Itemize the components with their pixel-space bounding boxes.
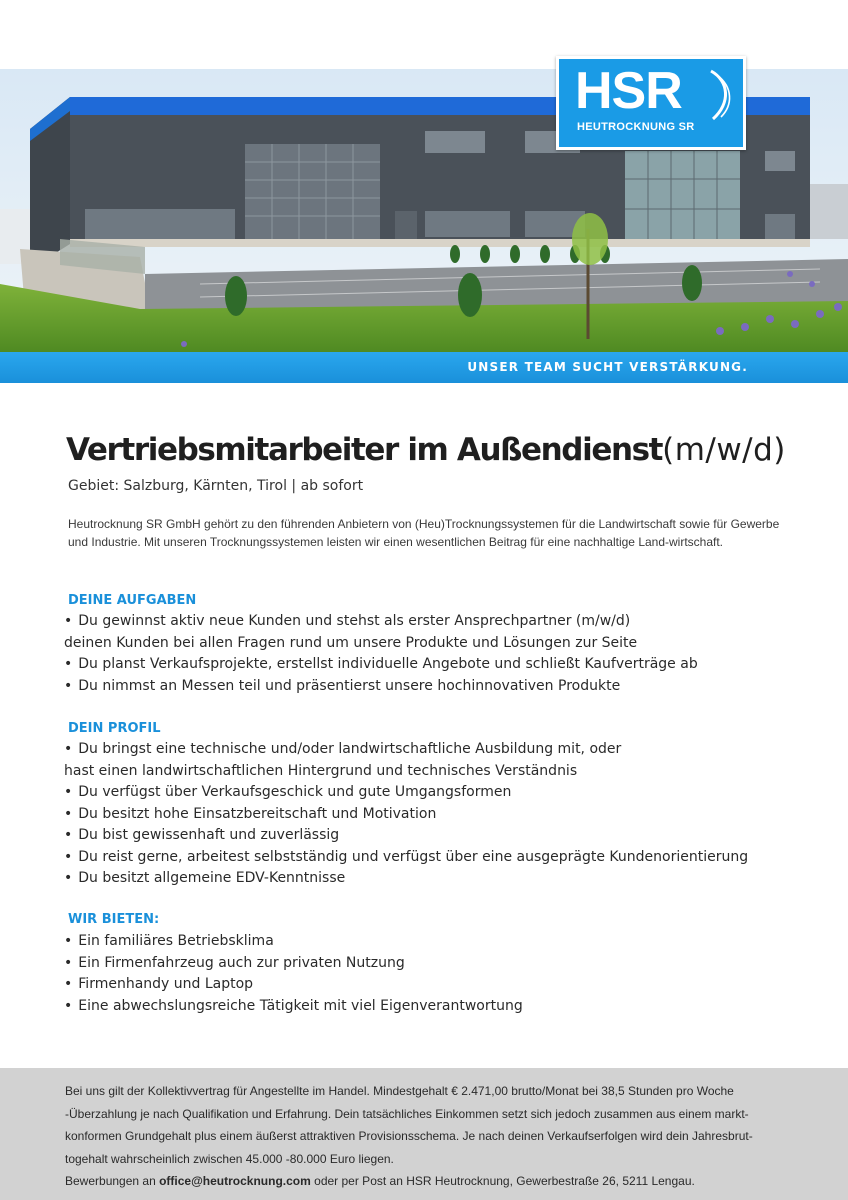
profil-list [64,739,804,890]
list-item: • Du verfügst über Verkaufsgeschick und gute Umgangsformen [64,782,804,804]
section-heading-bieten: WIR BIETEN: [68,912,160,927]
footer-text [65,1080,780,1193]
list-item: • Du reist gerne, arbeitest selbstständig und verfügst über eine ausgeprägte Kundenorientierung [64,847,804,869]
team-banner [0,352,848,383]
list-item: • Du bringst eine technische und/oder landwirtschaftliche Ausbildung mit, oder [64,739,804,761]
apply-suffix: oder per Post an HSR Heutrocknung, Gewerbestraße 26, 5211 Lengau. [314,1174,695,1188]
job-title-main: Vertriebsmitarbeiter im Außendienst [66,432,663,468]
list-item: deinen Kunden bei allen Fragen rund um unsere Produkte und Lösungen zur Seite [64,634,638,651]
section-heading-profil: DEIN PROFIL [68,721,161,736]
job-title [66,432,786,468]
list-item: hast einen landwirtschaftlichen Hintergrund und technisches Verständnis [64,762,578,779]
list-item: • Du planst Verkaufsprojekte, erstellst individuelle Angebote und schließt Kaufverträge ab [64,654,804,676]
list-item: • Firmenhandy und Laptop [64,974,804,996]
apply-prefix: Bewerbungen an [65,1174,156,1188]
list-item: • Du besitzt hohe Einsatzbereitschaft und Motivation [64,804,804,826]
list-item: • Du gewinnst aktiv neue Kunden und stehst als erster Ansprechpartner (m/w/d) [64,611,804,633]
list-item: • Du besitzt allgemeine EDV-Kenntnisse [64,868,804,890]
bieten-list [64,931,804,1017]
banner-text: UNSER TEAM SUCHT VERSTÄRKUNG. [467,360,748,374]
swoosh-icon [707,67,735,123]
list-item: • Ein familiäres Betriebsklima [64,931,804,953]
hsr-logo [556,56,746,150]
list-item: • Ein Firmenfahrzeug auch zur privaten Nutzung [64,953,804,975]
email-link[interactable]: office@heutrocknung.com [159,1174,311,1188]
list-item: • Du nimmst an Messen teil und präsentierst unsere hochinnovativen Produkte [64,676,804,698]
section-heading-aufgaben: DEINE AUFGABEN [68,593,197,608]
list-item: • Eine abwechslungsreiche Tätigkeit mit viel Eigenverantwortung [64,996,804,1018]
logo-subtitle: HEUTROCKNUNG SR [577,121,695,133]
job-title-suffix: (m/w/d) [662,432,786,468]
salary-info: Bei uns gilt der Kollektivvertrag für Angestellte im Handel. Mindestgehalt € 2.471,00 brutto/Monat bei 38,5 Stunden pro Woche -Überzahlung je nach Qualifikation und Erfahrung. Dein tatsächliches Einkommen setzt sich jedoch zusammen aus einem markt-konformen Grundgehalt plus einem äußerst attraktiven Provisionsschema. Je nach deinen Verkaufserfolgen wird dein Jahresbrut-togehalt wahrscheinlich zwischen 45.000 -80.000 Euro liegen. [65,1084,753,1166]
footer-box [0,1068,848,1200]
company-intro: Heutrocknung SR GmbH gehört zu den führenden Anbietern von (Heu)Trocknungssystemen für die Landwirtschaft sowie für Gewerbe und Industrie. Mit unseren Trocknungssystemen leisten wir einen wesentlichen Beitrag für eine nachhaltige Land-wirtschaft. [68,517,780,549]
aufgaben-list [64,611,804,697]
list-item: • Du bist gewissenhaft und zuverlässig [64,825,804,847]
job-region: Gebiet: Salzburg, Kärnten, Tirol | ab sofort [68,478,364,494]
logo-mark: HSR [575,62,682,120]
